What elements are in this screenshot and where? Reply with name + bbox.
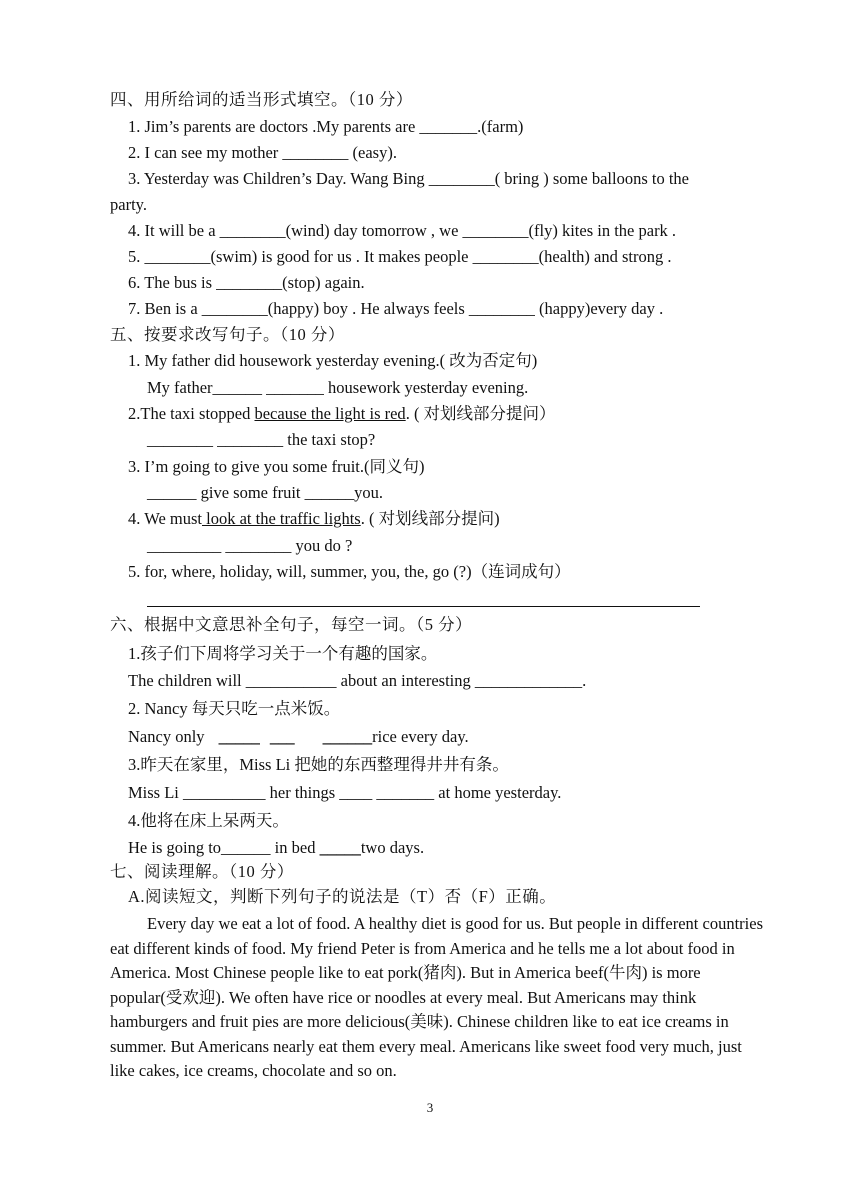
s6-question-1-en: The children will ___________ about an interesting _____________. bbox=[128, 671, 587, 690]
s6-question-3-cn: 3.昨天在家里，Miss Li 把她的东西整理得井井有条。 bbox=[128, 755, 509, 774]
section-6-heading: 六、根据中文意思补全句子，每空一词。（5 分） bbox=[110, 615, 473, 634]
s6-question-1-cn: 1.孩子们下周将学习关于一个有趣的国家。 bbox=[128, 644, 438, 663]
s6-question-3-en: Miss Li __________ her things ____ _______ at home yesterday. bbox=[128, 783, 562, 802]
s5-q2-underlined: because the light is red bbox=[254, 404, 406, 423]
s6-q2-blank-1: _____ bbox=[218, 727, 260, 746]
s4-question-5: 5. ________(swim) is good for us . It makes people ________(health) and strong . bbox=[128, 247, 672, 266]
s6-question-2-en bbox=[128, 726, 808, 748]
s6-q2-tail: rice every day. bbox=[372, 727, 469, 746]
s4-question-6: 6. The bus is ________(stop) again. bbox=[128, 273, 365, 292]
s5-answer-1: My father______ _______ housework yesterday evening. bbox=[147, 378, 529, 397]
section-5-heading: 五、按要求改写句子。（10 分） bbox=[110, 325, 345, 344]
s6-question-4-cn: 4.他将在床上呆两天。 bbox=[128, 811, 289, 830]
s6-q4-blank: _____ bbox=[319, 838, 361, 857]
s6-q2-text: Nancy only bbox=[128, 727, 209, 746]
s5-answer-2: ________ ________ the taxi stop? bbox=[147, 430, 376, 449]
s6-q4-text: He is going to______ in bed bbox=[128, 838, 320, 857]
reading-passage: Every day we eat a lot of food. A healthy diet is good for us. But people in different countries eat different kinds of food. My friend Peter is from America and he tells me a lot about food in America. Most Chinese people like to eat pork(猪肉). But in America beef(牛肉) is more popular(受欢迎). We often have rice or noodles at every meal. But Americans may think hamburgers and fruit pies are more delicious(美味). Chinese children like to eat ice creams in summer. But Americans nearly eat them every meal. Americans like sweet food very much, just like cakes, ice creams, chocolate and so on. bbox=[110, 914, 764, 1080]
s4-question-3-cont: party. bbox=[110, 195, 147, 214]
s5-question-5: 5. for, where, holiday, will, summer, you, the, go (?)（连词成句） bbox=[128, 562, 571, 581]
s4-question-2: 2. I can see my mother ________ (easy). bbox=[128, 143, 397, 162]
s5-answer-4: _________ ________ you do ? bbox=[147, 536, 353, 555]
s6-q2-blank-3: ______ bbox=[322, 727, 373, 746]
s5-question-2 bbox=[128, 403, 808, 425]
s4-question-3: 3. Yesterday was Children’s Day. Wang Bing ________( bring ) some balloons to the bbox=[128, 169, 689, 188]
s4-question-7: 7. Ben is a ________(happy) boy . He always feels ________ (happy)every day . bbox=[128, 299, 664, 318]
s6-question-4-en bbox=[128, 837, 808, 859]
page-number: 3 bbox=[426, 1100, 434, 1115]
s6-q4-tail: two days. bbox=[360, 838, 425, 857]
s7-instruction: A.阅读短文，判断下列句子的说法是（T）否（F）正确。 bbox=[128, 887, 557, 906]
s5-answer-3: ______ give some fruit ______you. bbox=[147, 483, 384, 502]
section-4-heading: 四、用所给词的适当形式填空。（10 分） bbox=[110, 90, 413, 109]
s6-question-2-cn: 2. Nancy 每天只吃一点米饭。 bbox=[128, 699, 341, 718]
s5-question-3: 3. I’m going to give you some fruit.(同义句) bbox=[128, 457, 425, 476]
s5-q2-text: 2.The taxi stopped bbox=[128, 404, 255, 423]
s6-q2-blank-2: ___ bbox=[269, 727, 295, 746]
s5-question-1: 1. My father did housework yesterday evening.( 改为否定句) bbox=[128, 351, 538, 370]
s4-question-1: 1. Jim’s parents are doctors .My parents are _______.(farm) bbox=[128, 117, 524, 136]
s5-q4-instruction: . ( 对划线部分提问) bbox=[360, 509, 500, 528]
s4-question-4: 4. It will be a ________(wind) day tomorrow , we ________(fly) kites in the park . bbox=[128, 221, 677, 240]
s5-q4-underlined: look at the traffic lights bbox=[202, 509, 361, 528]
s5-q4-text: 4. We must bbox=[128, 509, 202, 528]
s5-q2-instruction: . ( 对划线部分提问） bbox=[405, 404, 556, 423]
s5-answer-5-line bbox=[147, 606, 700, 607]
section-7-heading: 七、阅读理解。（10 分） bbox=[110, 862, 294, 881]
s5-question-4 bbox=[128, 508, 808, 530]
